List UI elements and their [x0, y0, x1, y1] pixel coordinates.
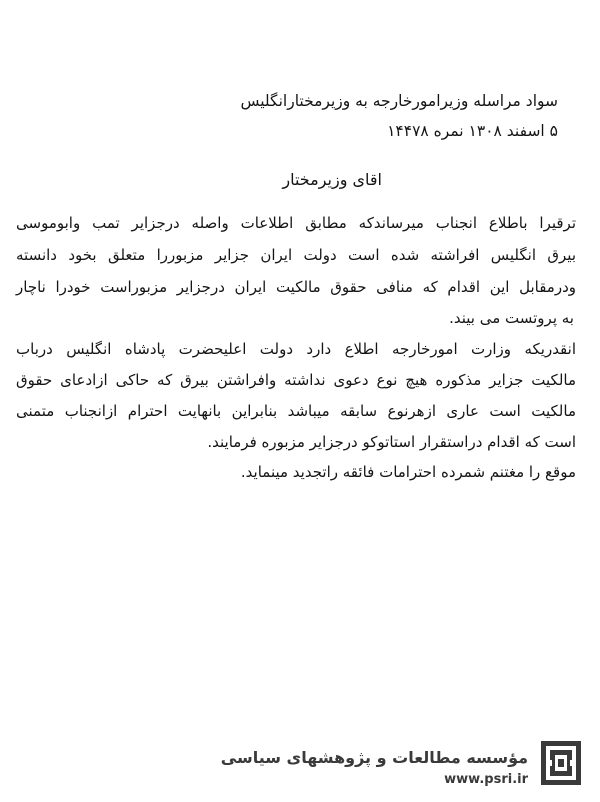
paragraph2-line1: انقدریکه وزارت امورخارجه اطلاع دارد دولت اعلیحضرت پادشاه انگلیس درباب	[16, 340, 576, 358]
closing-line: موقع را مغتنم شمرده احترامات فائقه راتجدید مینماید.	[240, 463, 576, 481]
institute-url: www.psri.ir	[444, 772, 528, 787]
institute-logo-icon	[540, 740, 582, 786]
paragraph1-line1: ترقیرا باطلاع انجناب میرساندکه مطابق اطلاعات واصله درجزایر تمب وابوموسی	[16, 214, 576, 232]
paragraph1-line4: به پروتست می بیند.	[449, 309, 574, 327]
document-heading: سواد مراسله وزیرامورخارجه به وزیرمختارانگلیس	[240, 92, 558, 110]
institute-watermark	[0, 740, 600, 802]
document-date-number: ۵ اسفند ۱۳۰۸ نمره ۱۴۴۷۸	[387, 122, 558, 140]
paragraph2-line3: مالکیت است عاری ازهرنوع سابقه میباشد بنابراین بانهایت احترام ازانجناب متمنی	[16, 402, 576, 420]
paragraph1-line3: ودرمقابل این اقدام که منافی حقوق مالکیت ایران درجزایر مزبوراست خودرا ناچار	[16, 278, 576, 296]
institute-name: مؤسسه مطالعات و پژوهشهای سیاسی	[220, 748, 528, 767]
salutation: اقای وزیرمختار	[282, 170, 382, 189]
paragraph2-line2: مالکیت جزایر مذکوره هیچ نوع دعوی نداشته وافراشتن بیرق که حاکی ازادعای حقوق	[16, 371, 576, 389]
paragraph2-line4: است که اقدام دراستقرار استاتوکو درجزایر مزبوره فرمایند.	[207, 433, 576, 451]
paragraph1-line2: بیرق انگلیس افراشته شده است دولت ایران جزایر مزبوررا متعلق بخود دانسته	[16, 246, 576, 264]
